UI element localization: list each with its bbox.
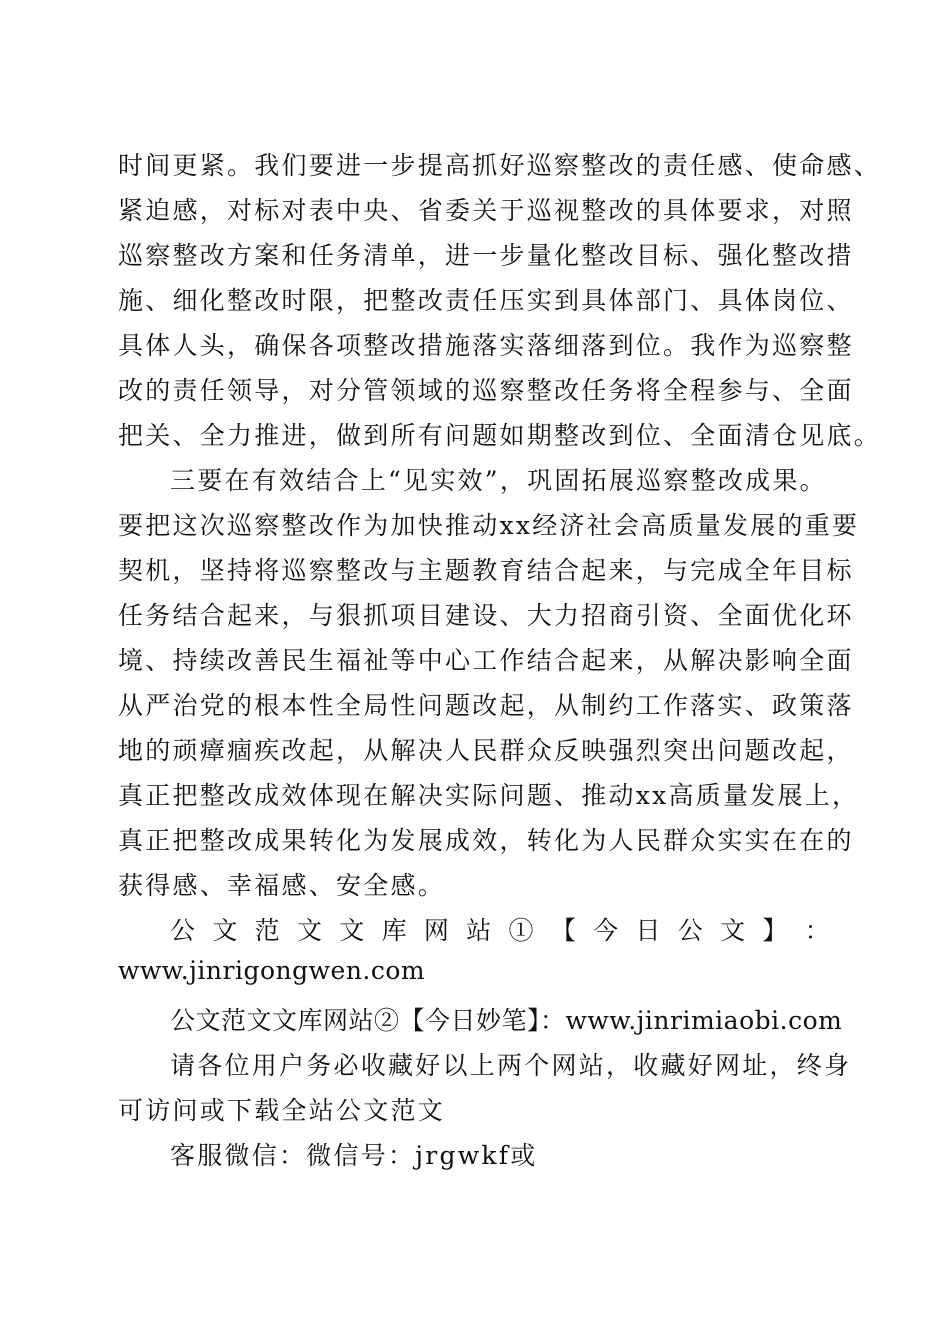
notice-line: 请各位用户务必收藏好以上两个网站，收藏好网址，终身 — [170, 1051, 852, 1080]
paragraph-line: 时间更紧。我们要进一步提高抓好巡察整改的责任感、使命感、 — [118, 151, 882, 180]
paragraph-line: 境、持续改善民生福祉等中心工作结合起来，从解决影响全面 — [118, 646, 854, 675]
notice-line-end: 可访问或下载全站公文范文 — [118, 1096, 446, 1125]
paragraph-line: 把关、全力推进，做到所有问题如期整改到位、全面清仓见底。 — [118, 421, 882, 450]
paragraph-line: 具体人头，确保各项整改措施落实落细落到位。我作为巡察整 — [118, 331, 854, 360]
paragraph-line: 施、细化整改时限，把整改责任压实到具体部门、具体岗位、 — [118, 286, 854, 315]
paragraph-line: 任务结合起来，与狠抓项目建设、大力招商引资、全面优化环 — [118, 601, 854, 630]
site-2-line: 公文范文文库网站②【今日妙笔】：www.jinrimiaobi.com — [170, 1006, 843, 1035]
paragraph-line: 要把这次巡察整改作为加快推动xx经济社会高质量发展的重要 — [118, 511, 860, 540]
paragraph-line: 从严治党的根本性全局性问题改起，从制约工作落实、政策落 — [118, 691, 854, 720]
site-1-url[interactable]: www.jinrigongwen.com — [118, 956, 426, 985]
paragraph-line: 紧迫感，对标对表中央、省委关于巡视整改的具体要求，对照 — [118, 196, 854, 225]
paragraph-line: 真正把整改成果转化为发展成效，转化为人民群众实实在在的 — [118, 826, 854, 855]
paragraph-first-line: 三要在有效结合上“见实效”，巩固拓展巡察整改成果。 — [170, 466, 827, 495]
paragraph-line: 改的责任领导，对分管领域的巡察整改任务将全程参与、全面 — [118, 376, 854, 405]
site-1-label: 公 文 范 文 文 库 网 站 ① 【 今 日 公 文 】 ： — [170, 916, 832, 945]
paragraph-line: 契机，坚持将巡察整改与主题教育结合起来，与完成全年目标 — [118, 556, 854, 585]
paragraph-line: 巡察整改方案和任务清单，进一步量化整改目标、强化整改措 — [118, 241, 854, 270]
paragraph-line: 真正把整改成效体现在解决实际问题、推动xx高质量发展上， — [118, 781, 860, 810]
paragraph-line: 地的顽瘴痼疾改起，从解决人民群众反映强烈突出问题改起， — [118, 736, 854, 765]
customer-service-line: 客服微信：微信号：jrgwkf或 — [170, 1141, 538, 1170]
paragraph-last-line: 获得感、幸福感、安全感。 — [118, 871, 446, 900]
